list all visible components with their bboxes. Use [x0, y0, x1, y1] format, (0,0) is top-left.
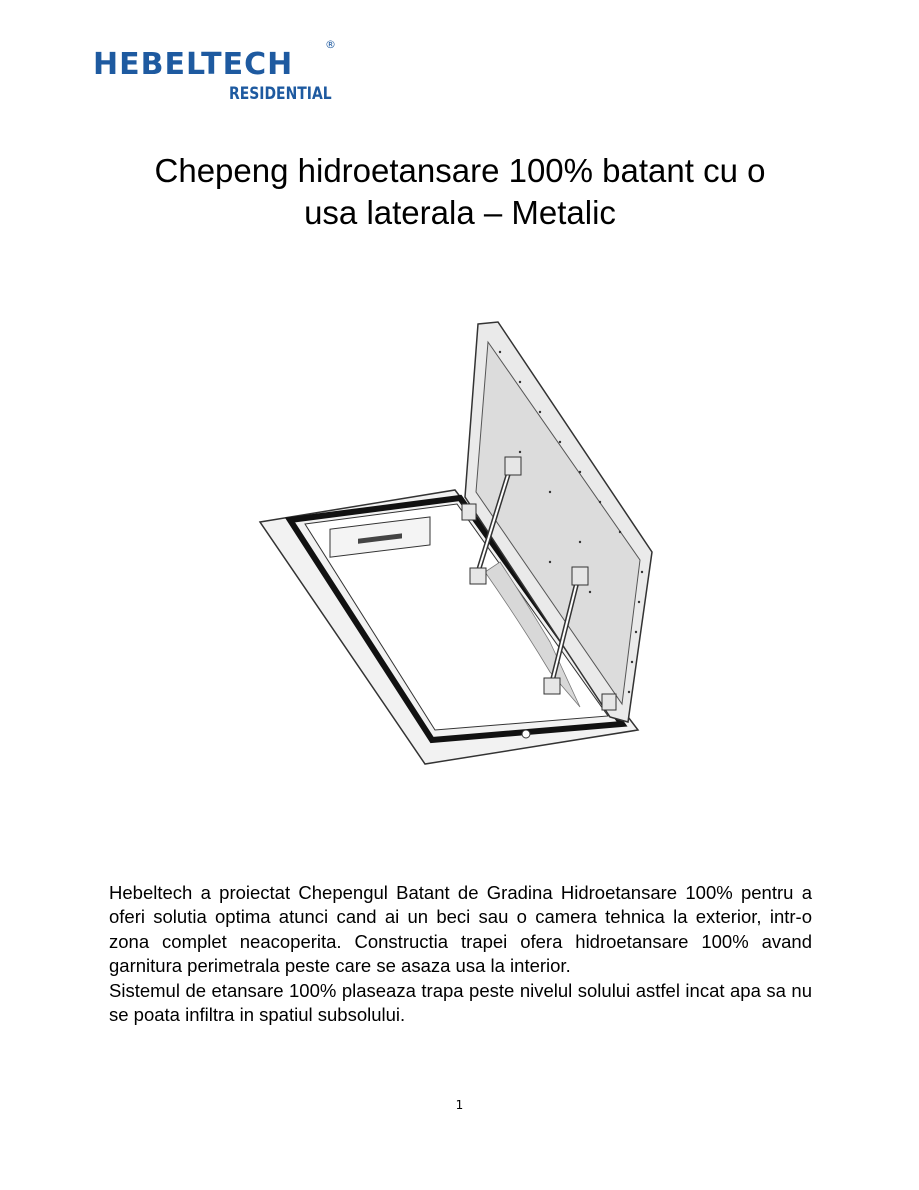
- hatch-drawing-icon: [250, 312, 670, 772]
- document-title: [60, 150, 860, 234]
- hatch-illustration: [250, 312, 670, 772]
- title-line-2: usa laterala – Metalic: [304, 194, 616, 231]
- company-logo: [93, 38, 353, 108]
- logo-registered-mark: ®: [325, 38, 336, 51]
- description-paragraph-2: Sistemul de etansare 100% plaseaza trapa peste nivelul solului astfel incat apa sa nu se poata infiltra in spatiul subsolului.: [109, 979, 812, 1026]
- description-text: [109, 881, 812, 1027]
- title-line-1: Chepeng hidroetansare 100% batant cu o: [154, 152, 766, 189]
- logo-brand-text: HEBELTECH: [93, 47, 294, 82]
- logo-subbrand-text: RESIDENTIAL: [229, 84, 332, 104]
- description-paragraph-1: Hebeltech a proiectat Chepengul Batant de Gradina Hidroetansare 100% pentru a oferi solutia optima atunci cand ai un beci sau o camera tehnica la exterior, intr-o zona complet neacoperita. Constructia trapei ofera hidroetansare 100% avand garnitura perimetrala peste care se asaza usa la interior.: [109, 882, 812, 977]
- page-number: 1: [455, 1098, 464, 1112]
